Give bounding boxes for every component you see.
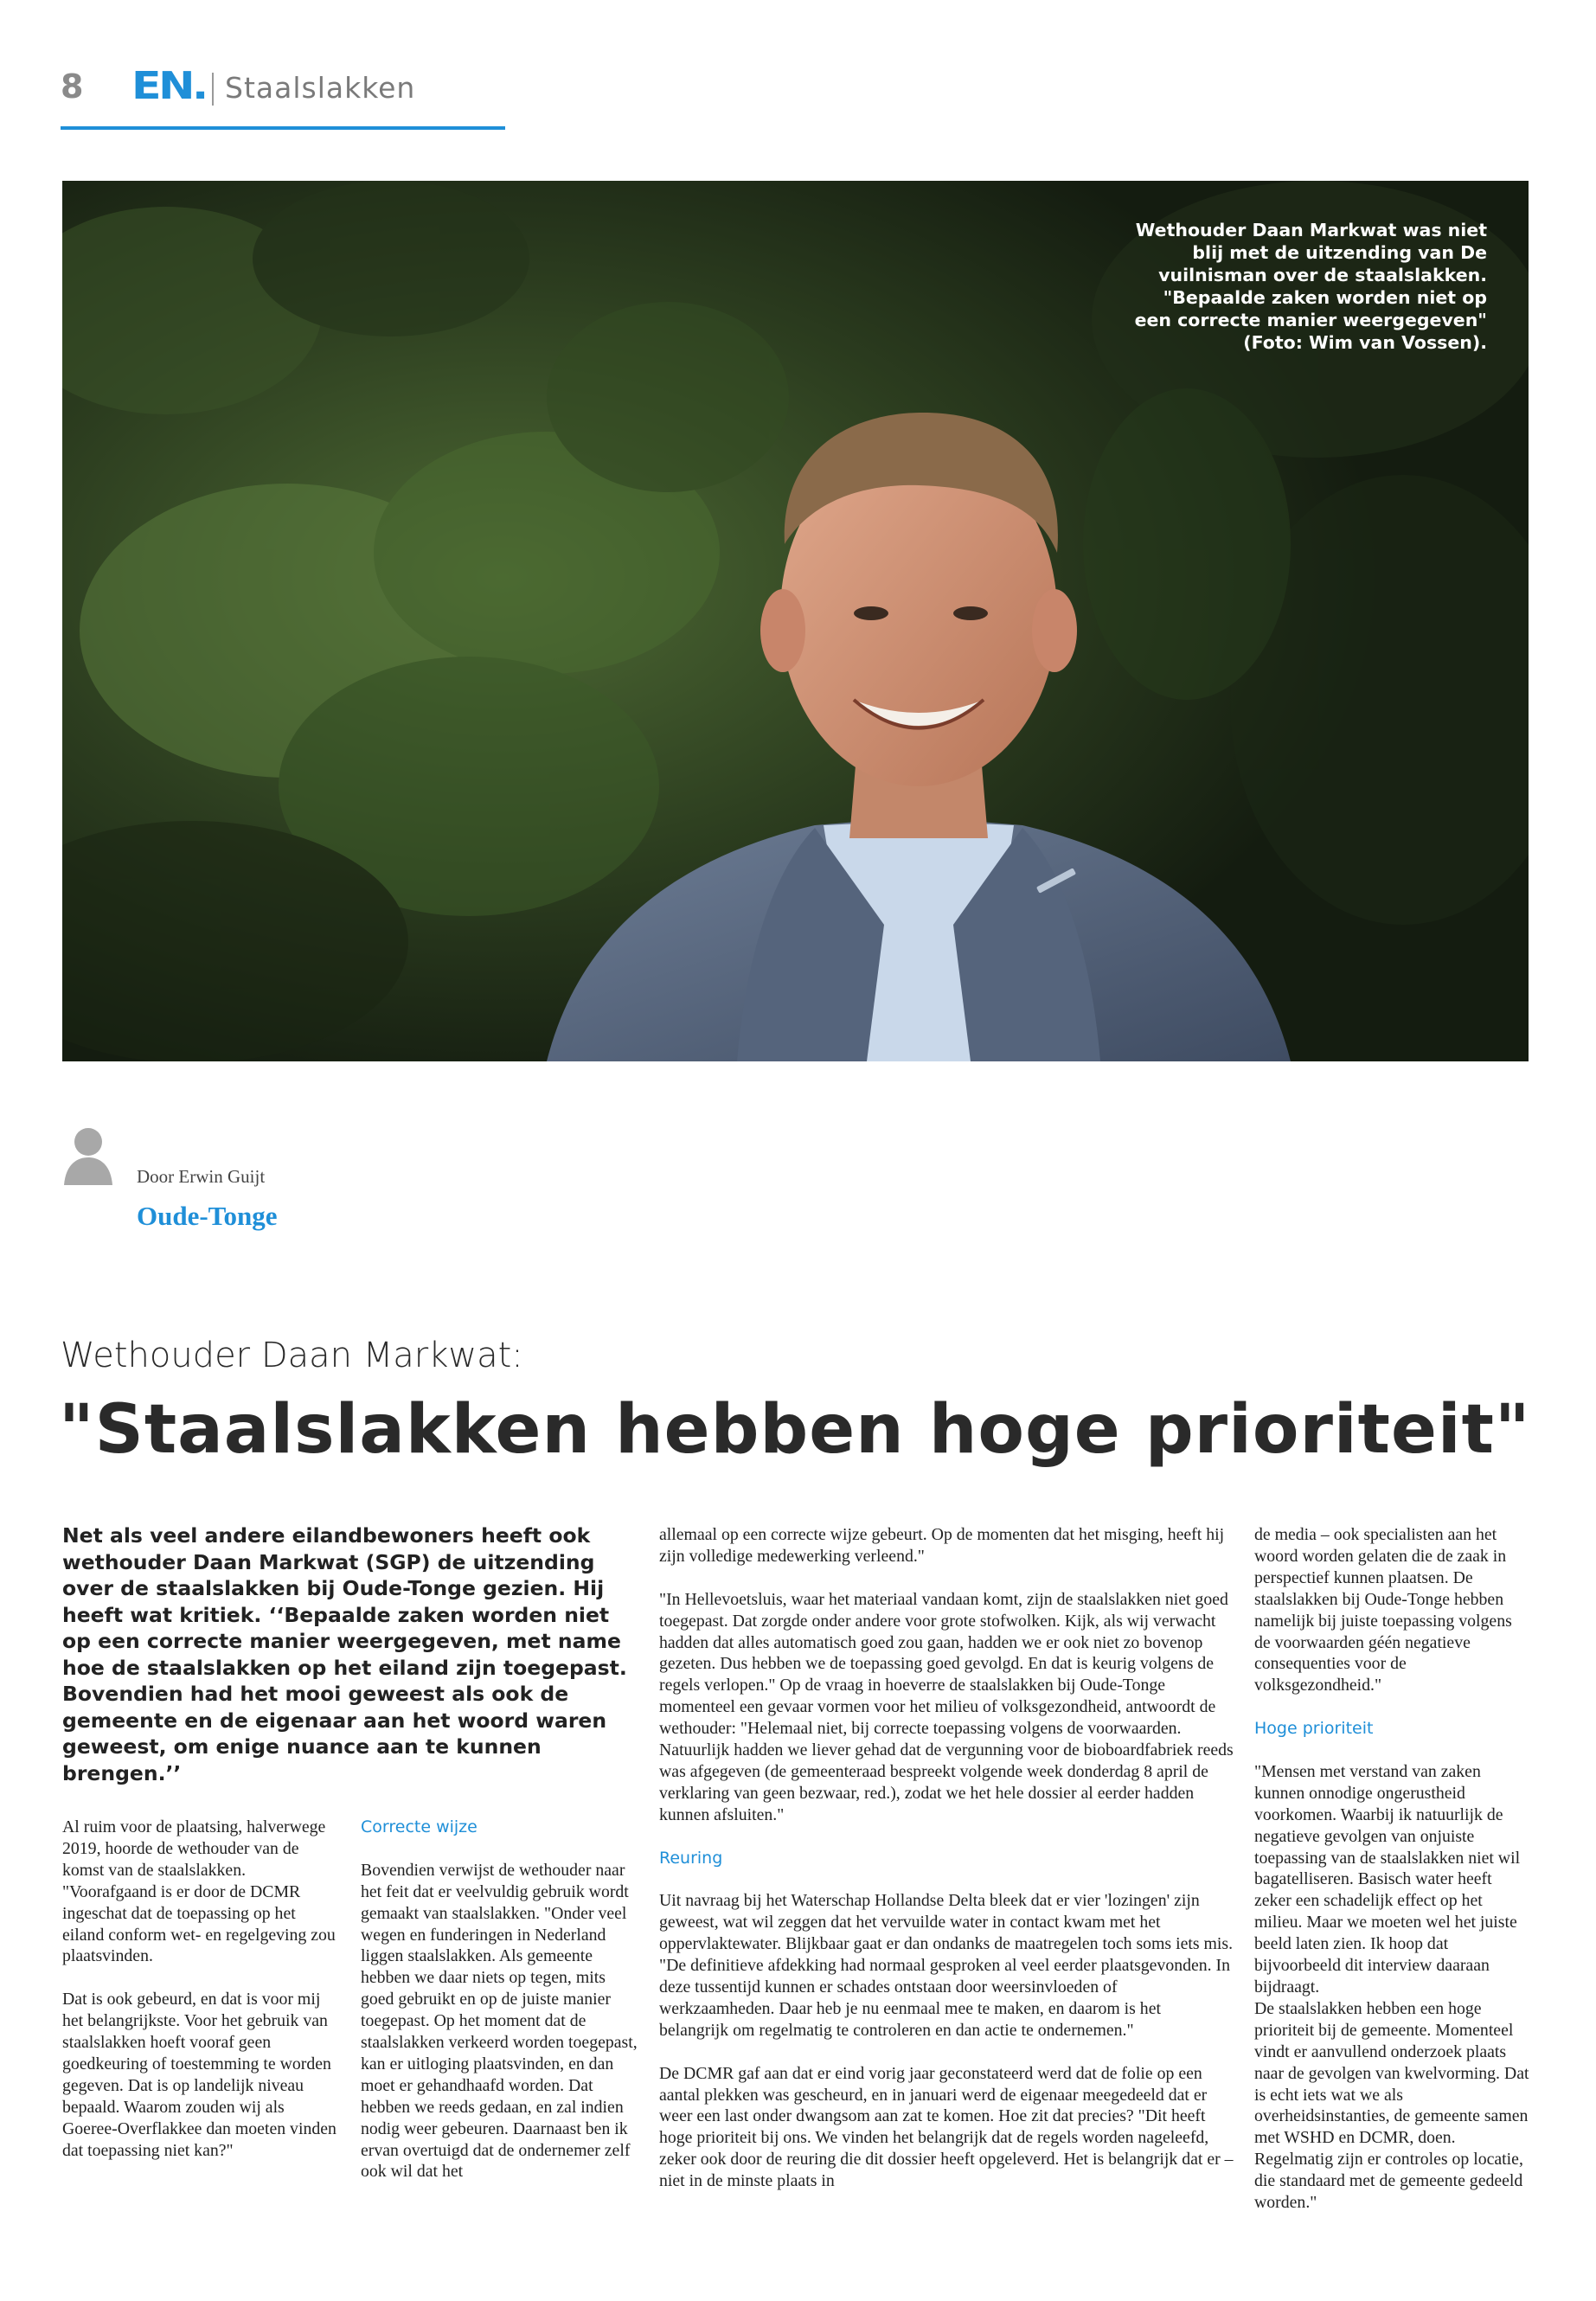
- photo-caption: Wethouder Daan Markwat was niet blij met de uitzending van De vuilnisman over de staalslakken. "Bepaalde zaken worden niet op een correcte manier weergegeven" (Foto: Wim van Vossen).: [1134, 220, 1487, 353]
- page-number: 8: [61, 67, 84, 106]
- article-intro: Net als veel andere eilandbewoners heeft ook wethouder Daan Markwat (SGP) de uitzending over de staalslakken bij Oude-Tonge gezien. Hij heeft wat kritiek. ‘‘Bepaalde zaken worden niet op een correcte manier weergegeven, met name hoe de staalslakken op het eiland zijn toegepast. Bovendien had het mooi geweest als ook de gemeente en de eigenaar aan het woord waren geweest, om enige nuance aan te kunnen brengen.’’: [62, 1523, 627, 1785]
- subhead-reuring: Reuring: [659, 1848, 723, 1868]
- article-kicker: Wethouder Daan Markwat:: [61, 1336, 523, 1375]
- paragraph: De DCMR gaf aan dat er eind vorig jaar geconstateerd werd dat de folie op een aantal plekken was gescheurd, en in januari werd de eigenaar meegedeeld dat er weer een last onder dwangsom aan zat te komen. Hoe zit dat precies? "Dit heeft hoge prioriteit bij ons. We vinden het belangrijk dat de regels worden nageleefd, zeker ook door de reuring die dit dossier heeft opgeleverd. Het is belangrijk dat er – niet in de minste plaats in: [659, 2063, 1234, 2191]
- paragraph: De staalslakken hebben een hoge prioriteit bij de gemeente. Momenteel vindt er aanvullend onderzoek plaats naar de gevolgen van kwelvorming. Dat is echt iets wat we als overheidsinstanties, de gemeente samen met WSHD en DCMR, doen. Regelmatig zijn er controles op locatie, die standaard met de gemeente gedeeld worden.": [1254, 1998, 1529, 2213]
- byline-author: Door Erwin Guijt: [137, 1166, 266, 1187]
- paragraph: Uit navraag bij het Waterschap Hollandse Delta bleek dat er vier 'lozingen' zijn geweest, wat wil zeggen dat het vervuilde water in contact kwam met het oppervlaktewater. Blijkbaar gaat er dan ondanks de maatregelen toch soms iets mis. "De definitieve afdekking had normaal gesproken al veel eerder plaatsgevonden. In deze tussentijd kunnen er schades ontstaan door weersinvloeden of werkzaamheden. Daar heb je nu eenmaal mee te maken, en daarom is het belangrijk om regelmatig te controleren en dan actie te ondernemen.": [659, 1891, 1234, 2040]
- body-column-4: [1254, 1524, 1531, 2214]
- header-divider: [212, 73, 214, 106]
- subhead-correcte-wijze: Correcte wijze: [361, 1817, 478, 1836]
- body-column-2: [361, 1817, 638, 2182]
- subhead-hoge-prioriteit: Hoge prioriteit: [1254, 1719, 1374, 1739]
- author-avatar-icon: [62, 1125, 114, 1185]
- paragraph: de media – ook specialisten aan het woord worden gelaten die de zaak in perspectief kunnen plaatsen. De staalslakken bij Oude-Tonge hebben namelijk bij juiste toepassing volgens de voorwaarden géén negatieve consequenties voor de volksgezondheid.": [1254, 1525, 1512, 1695]
- paragraph: allemaal op een correcte wijze gebeurt. Op de momenten dat het misging, heeft hij zijn volledige medewerking verleend.": [659, 1525, 1225, 1566]
- paragraph: Al ruim voor de plaatsing, halverwege 2019, hoorde de wethouder van de komst van de staalslakken. "Voorafgaand is er door de DCMR ingeschat dat de toepassing op het eiland conform wet- en regelgeving zou plaatsvinden.: [62, 1817, 336, 1966]
- body-column-3: [659, 1524, 1234, 2192]
- paragraph: Dat is ook gebeurd, en dat is voor mij het belangrijkste. Voor het gebruik van staalslakken hoeft vooraf geen goedkeuring of toestemming te worden gegeven. Dat is op landelijk niveau bepaald. Waarom zouden wij als Goeree-Overflakkee dan moeten vinden dat toepassing niet kan?": [62, 1990, 337, 2160]
- paragraph: "In Hellevoetsluis, waar het materiaal vandaan komt, zijn de staalslakken niet goed toegepast. Dat zorgde onder andere voor grote stofwolken. Kijk, als wij verwacht hadden dat alles automatisch goed zou gaan, hadden we er ook niet zo bovenop gezeten. Dus hebben we de toepassing goed gevolgd. En dat is keurig volgens de regels verlopen." Op de vraag in hoeverre de staalslakken bij Oude-Tonge momenteel een gevaar vormen voor het milieu of volksgezondheid, antwoordt de wethouder: "Helemaal niet, bij correcte toepassing volgens de voorwaarden. Natuurlijk hadden we liever gehad dat de vergunning voor de bioboardfabriek reeds was afgegeven (de gemeenteraad bespreekt volgende week donderdag 8 april de verklaring van geen bezwaar, red.), zodat we het hele dossier al eerder hadden kunnen afsluiten.": [659, 1589, 1234, 1824]
- article-photo: [62, 181, 1529, 1061]
- paragraph: Bovendien verwijst de wethouder naar het feit dat er veelvuldig gebruik wordt gemaakt van staalslakken. "Onder veel wegen en funderingen in Nederland liggen staalslakken. Als gemeente hebben we daar niets op tegen, mits goed gebruikt en op de juiste manier toegepast. Op het moment dat de staalslakken verkeerd worden toegepast, kan er uitloging plaatsvinden, en dan moet er gehandhaafd worden. Dat hebben we reeds gedaan, en zal indien nodig weer gebeuren. Daarnaast ben ik ervan overtuigd dat de ondernemer zelf ook wil dat het: [361, 1860, 638, 2182]
- article-headline: "Staalslakken hebben hoge prioriteit": [59, 1391, 1531, 1469]
- header-rule: [61, 126, 505, 130]
- dateline-location: Oude-Tonge: [137, 1201, 278, 1231]
- body-column-1: [62, 1817, 339, 2182]
- section-title: Staalslakken: [225, 71, 416, 105]
- paragraph: "Mensen met verstand van zaken kunnen onnodige ongerustheid voorkomen. Waarbij ik natuurlijk de negatieve gevolgen van onjuiste toepassing van de staalslakken niet wil bagatelliseren. Basisch water heeft zeker een schadelijk effect op het milieu. Maar we moeten wel het juiste beeld laten zien. Ik hoop dat bijvoorbeeld dit interview daaraan bijdraagt.: [1254, 1761, 1521, 1997]
- en-logo: EN.: [131, 64, 206, 108]
